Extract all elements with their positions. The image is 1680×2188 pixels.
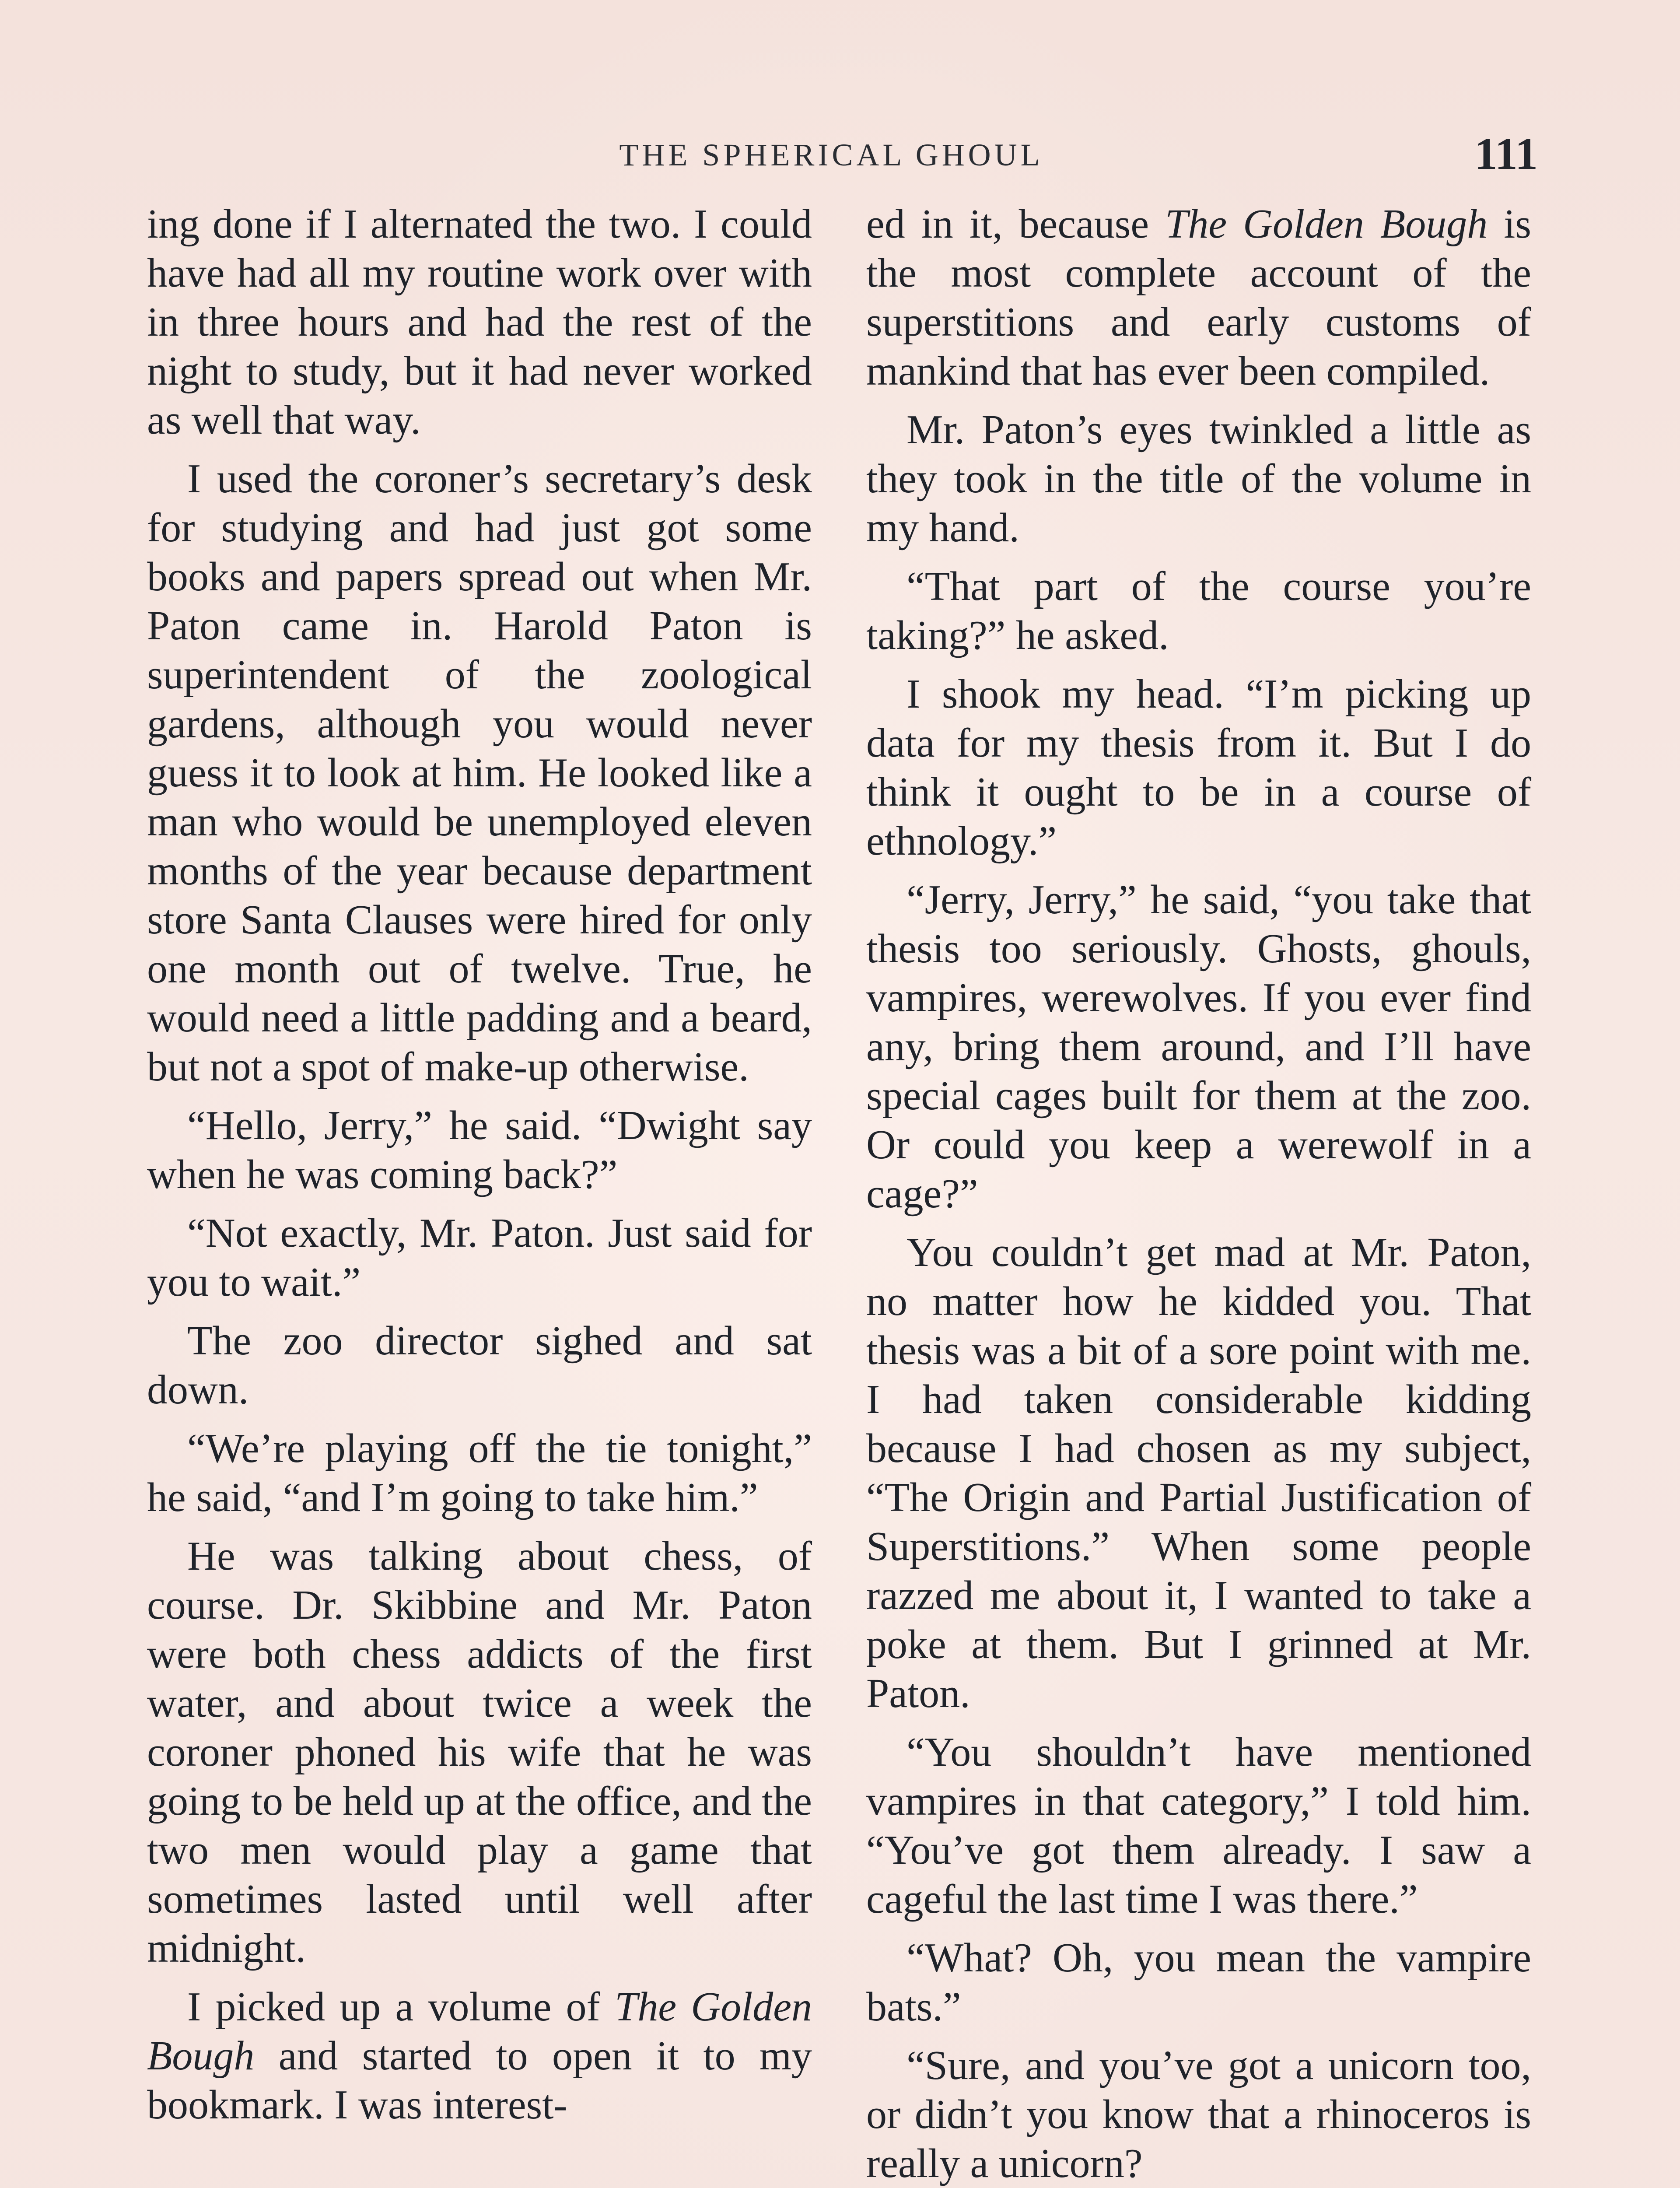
book-title-italic: The Golden Bough <box>1165 201 1488 247</box>
paragraph-text: and started to open it to my bookmark. I was interest- <box>147 2033 812 2128</box>
paragraph: Mr. Paton’s eyes twinkled a little as they took in the title of the volume in my hand. <box>866 407 1531 551</box>
paragraph: ing done if I alternated the two. I could have had all my routine work over with in three hours and had the rest of the night to study, but it had never worked as well that way. <box>147 201 812 443</box>
paragraph: “Jerry, Jerry,” he said, “you take that thesis too seriously. Ghosts, ghouls, vampires, werewolves. If you ever find any, bring them around, and I’ll have special cages built for them at the zoo. Or could you keep a werewolf in a cage?” <box>866 877 1531 1217</box>
paragraph: He was talking about chess, of course. Dr. Skibbine and Mr. Paton were both chess addicts of the first water, and about twice a week the coroner phoned his wife that he was going to be held up at the office, and the two men would play a game that sometimes lasted until well after midnight. <box>147 1533 812 1971</box>
paragraph: “Sure, and you’ve got a unicorn too, or didn’t you know that a rhinoceros is really a unicorn? <box>866 2043 1531 2186</box>
paragraph <box>147 1982 812 2129</box>
paragraph: “Hello, Jerry,” he said. “Dwight say when he was coming back?” <box>147 1103 812 1197</box>
paragraph <box>866 200 1531 396</box>
paragraph: “We’re playing off the tie tonight,” he said, “and I’m going to take him.” <box>147 1426 812 1520</box>
left-column <box>147 200 812 2139</box>
paragraph-text: I picked up a volume of <box>187 1984 615 2030</box>
paragraph: The zoo director sighed and sat down. <box>147 1318 812 1413</box>
running-title: THE SPHERICAL GHOUL <box>619 137 1043 172</box>
paragraph-text: is the most complete account of the superstitions and early customs of mankind that has ever been compiled. <box>866 201 1531 394</box>
paragraph: I used the coroner’s secretary’s desk for studying and had just got some books and papers spread out when Mr. Paton came in. Harold Paton is superintendent of the zoological gardens, although you would never guess it to look at him. He looked like a man who would be unemployed eleven months of the year because department store Santa Clauses were hired for only one month out of twelve. True, he would need a little padding and a beard, but not a spot of make-up otherwise. <box>147 456 812 1090</box>
paragraph: “That part of the course you’re taking?” he asked. <box>866 564 1531 658</box>
right-column <box>866 200 1531 2188</box>
paragraph-text: ed in it, because <box>866 201 1166 247</box>
paragraph: “Not exactly, Mr. Paton. Just said for you to wait.” <box>147 1210 812 1305</box>
book-title-italic: The Golden Bough <box>147 1984 812 2079</box>
paragraph: “What? Oh, you mean the vampire bats.” <box>866 1935 1531 2030</box>
paragraph: You couldn’t get mad at Mr. Paton, no matter how he kidded you. That thesis was a bit of a sore point with me. I had taken considerable kidding because I had chosen as my subject, “The Origin and Partial Justification of Superstitions.” When some people razzed me about it, I wanted to take a poke at them. But I grinned at Mr. Paton. <box>866 1230 1531 1716</box>
page-number: 111 <box>1474 129 1538 179</box>
paragraph: “You shouldn’t have mentioned vampires in that category,” I told him. “You’ve got them already. I saw a cageful the last time I was there.” <box>866 1729 1531 1922</box>
paragraph: I shook my head. “I’m picking up data for my thesis from it. But I do think it ought to be in a course of ethnology.” <box>866 671 1531 864</box>
